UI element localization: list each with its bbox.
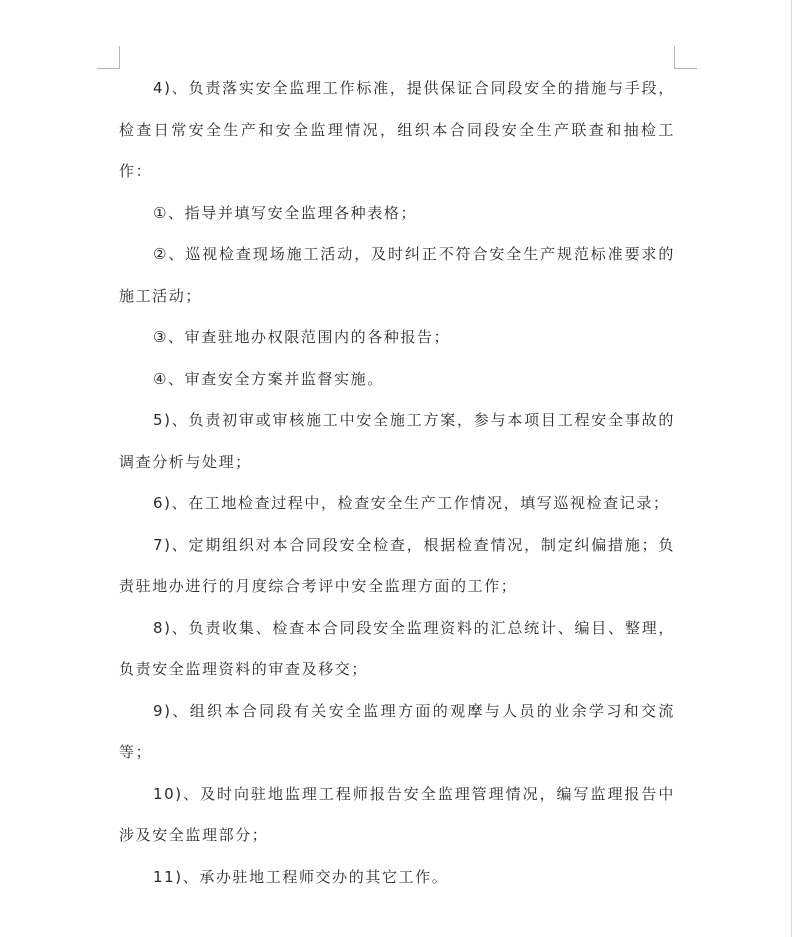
paragraph-item-11: 11)、承办驻地工程师交办的其它工作。: [153, 867, 449, 886]
paragraph-subitem-2: ②、巡视检查现场施工活动，及时纠正不符合安全生产规范标准要求的施工活动；: [119, 245, 675, 305]
paragraph-item-5: 5)、负责初审或审核施工中安全施工方案，参与本项目工程安全事故的调查分析与处理；: [119, 411, 675, 471]
paragraph-item-8: 8)、负责收集、检查本合同段安全监理资料的汇总统计、编目、整理，负责安全监理资料的审查及移交；: [119, 618, 675, 678]
paragraph-subitem-1: ①、指导并填写安全监理各种表格；: [153, 203, 418, 222]
paragraph-item-6: 6)、在工地检查过程中，检查安全生产工作情况，填写巡视检查记录；: [153, 494, 670, 512]
paragraph-item-9: 9)、组织本合同段有关安全监理方面的观摩与人员的业余学习和交流等；: [119, 701, 675, 761]
paragraph-subitem-4: ④、审查安全方案并监督实施。: [153, 369, 384, 388]
top-left-margin-mark: [97, 46, 120, 69]
document-body: [119, 68, 675, 898]
paragraph-item-7: 7)、定期组织对本合同段安全检查，根据检查情况，制定纠偏措施；负责驻地办进行的月度综合考评中安全监理方面的工作；: [119, 535, 675, 595]
paragraph-subitem-3: ③、审查驻地办权限范围内的各种报告；: [153, 328, 451, 346]
paragraph-item-10: 10)、及时向驻地监理工程师报告安全监理管理情况，编写监理报告中涉及安全监理部分；: [119, 784, 675, 844]
paragraph-item-4: 4)、负责落实安全监理工作标准，提供保证合同段安全的措施与手段，检查日常安全生产和安全监理情况，组织本合同段安全生产联查和抽检工作：: [119, 79, 675, 180]
top-right-margin-mark: [674, 46, 697, 69]
